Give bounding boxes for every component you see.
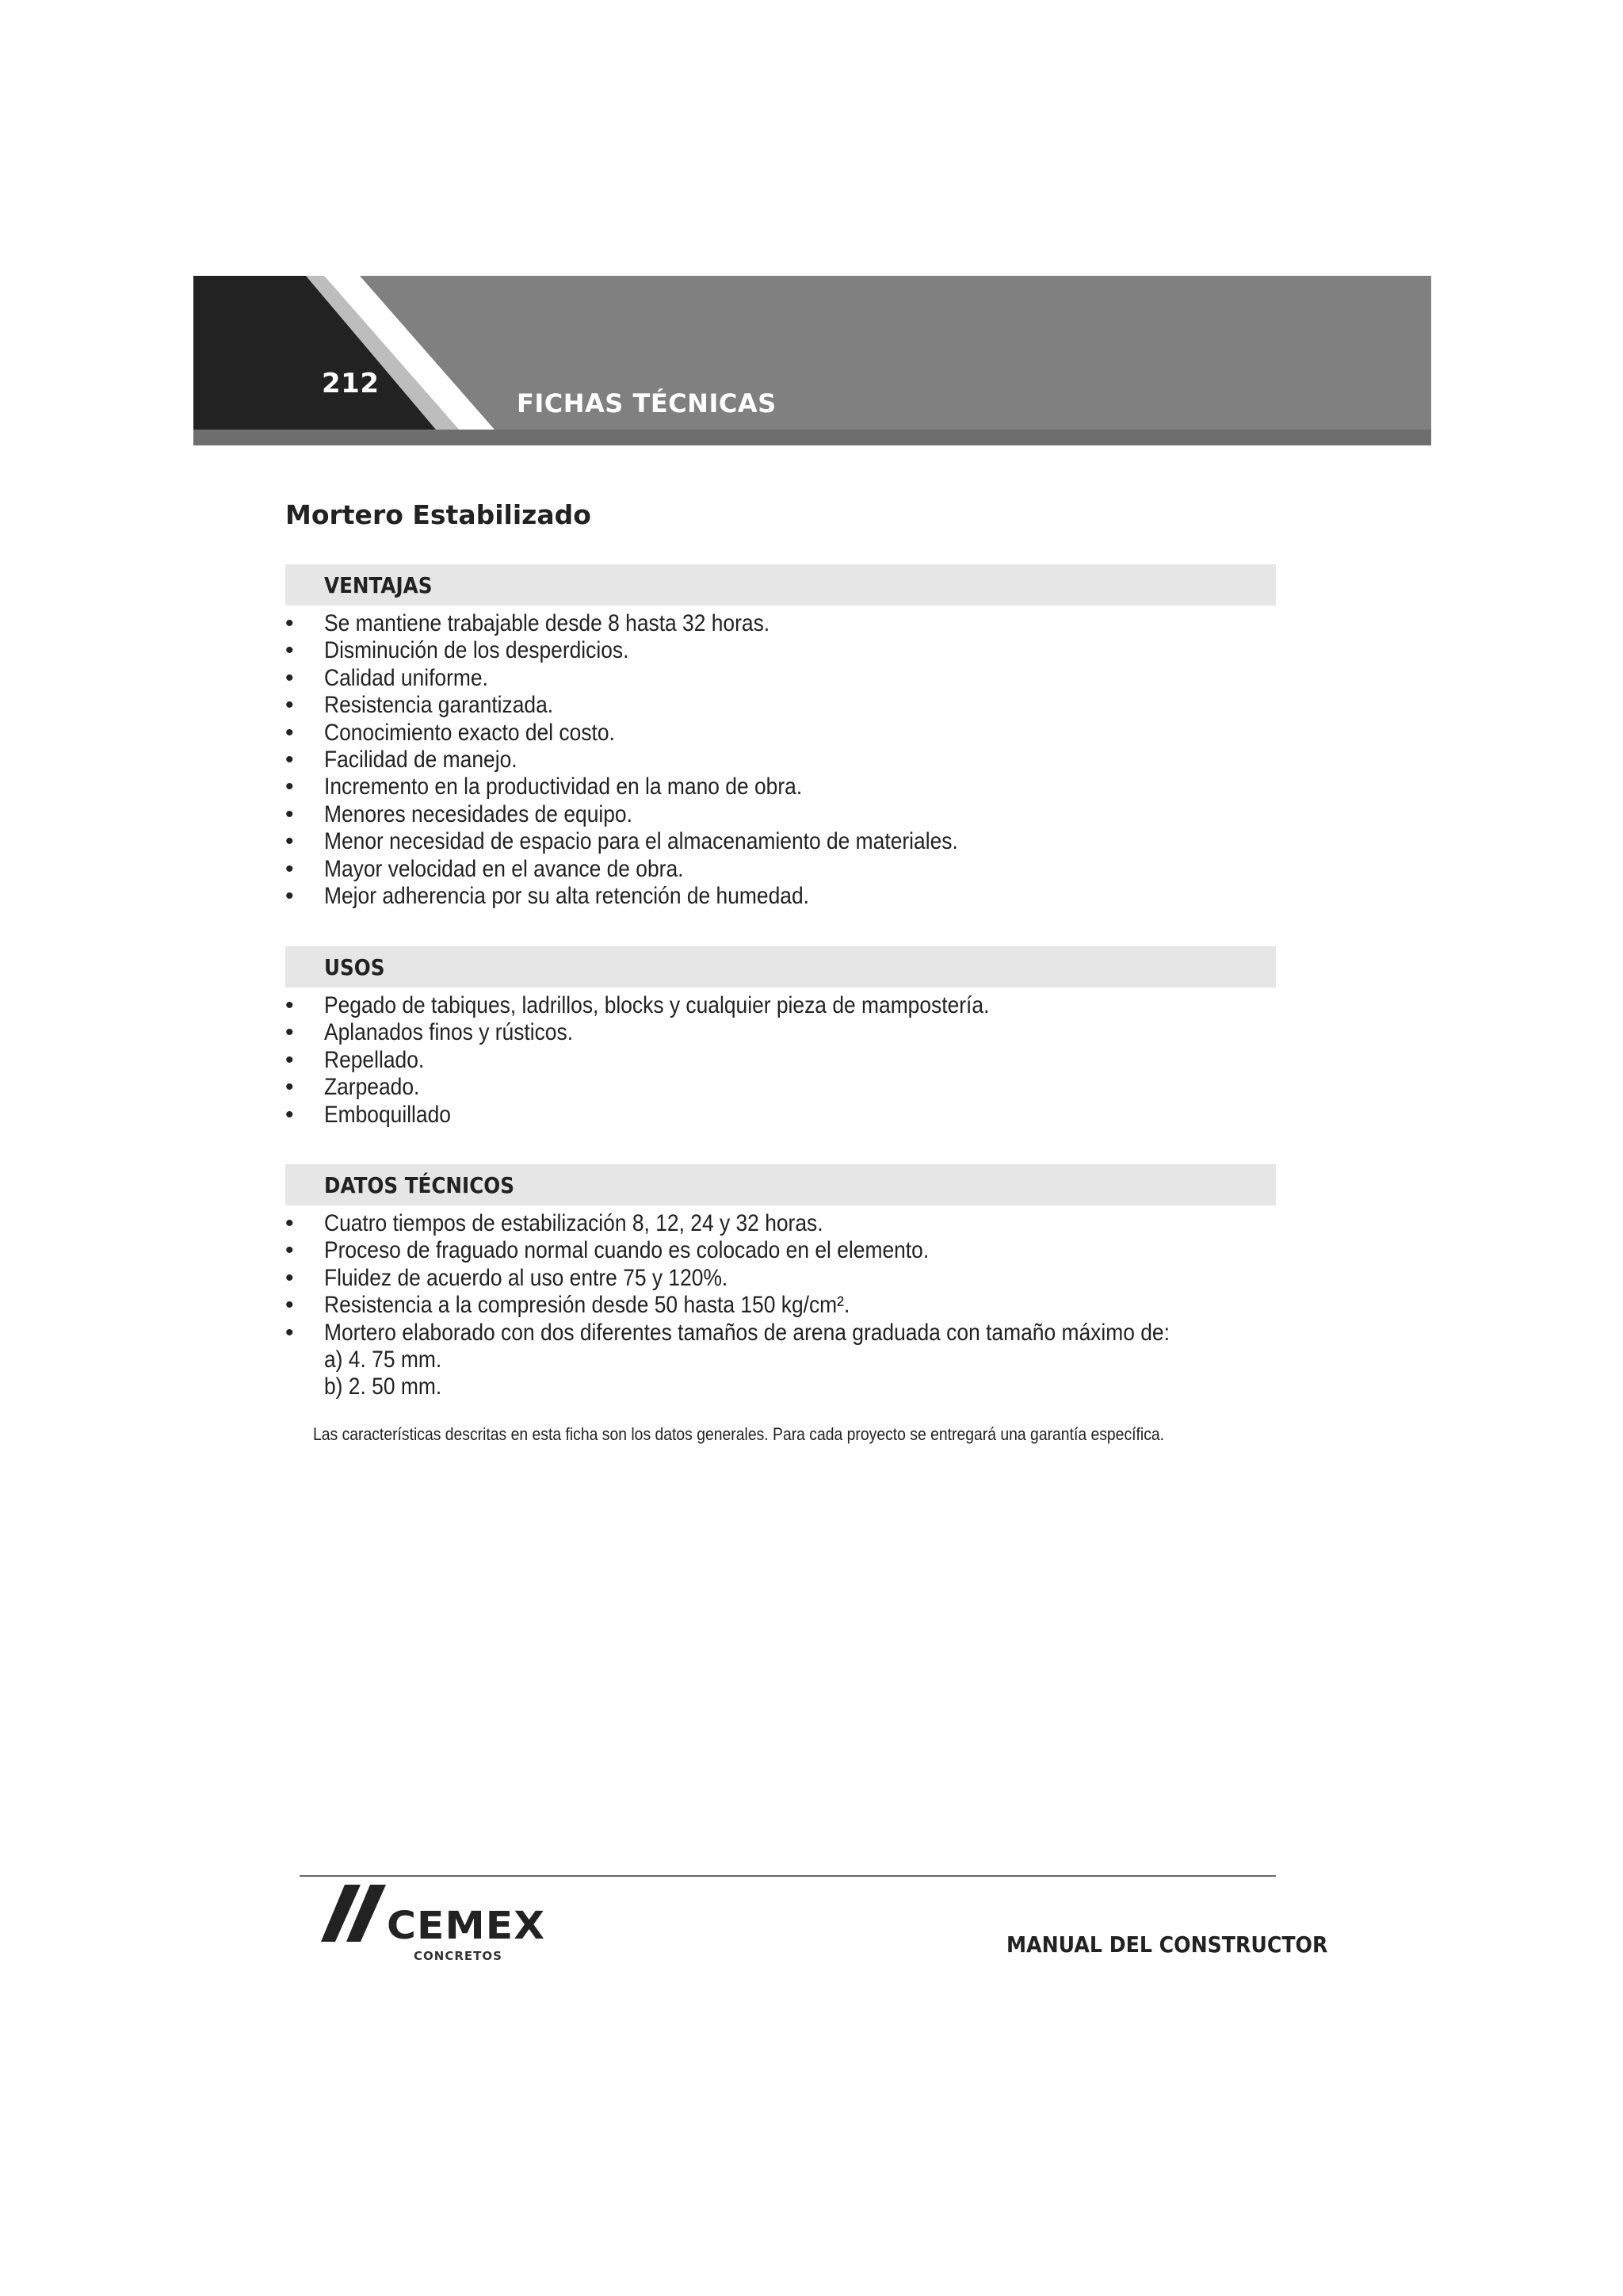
section-header-title: FICHAS TÉCNICAS <box>517 388 777 418</box>
page-number: 212 <box>322 368 380 399</box>
list-item: • Fluidez de acuerdo al uso entre 75 y 120%. <box>285 1265 1285 1292</box>
page-title: Mortero Estabilizado <box>285 499 591 530</box>
logo-wordmark: CEMEX <box>387 1904 546 1948</box>
list-item: • Cuatro tiempos de estabilización 8, 12, 24 y 32 horas. <box>285 1210 1285 1237</box>
list-item: • Repellado. <box>285 1047 1080 1074</box>
list-item: • Emboquillado <box>285 1102 1080 1129</box>
list-item: • Menores necesidades de equipo. <box>285 801 1044 828</box>
section-heading-usos: USOS <box>324 954 385 980</box>
section-bar-datos-tecnicos <box>285 1164 1276 1205</box>
list-item: • Proceso de fraguado normal cuando es colocado en el elemento. <box>285 1237 1285 1264</box>
list-item: • Resistencia a la compresión desde 50 hasta 150 kg/cm². <box>285 1292 1285 1319</box>
sub-list-item: b) 2. 50 mm. <box>324 1373 442 1400</box>
section-bar-ventajas <box>285 564 1276 606</box>
section-heading-ventajas: VENTAJAS <box>324 572 433 598</box>
header-diagonal-graphic <box>193 276 526 445</box>
list-item: • Facilidad de manejo. <box>285 747 1044 774</box>
list-item: • Incremento en la productividad en la mano de obra. <box>285 774 1044 800</box>
sub-list-item: a) 4. 75 mm. <box>324 1347 442 1373</box>
section-heading-datos-tecnicos: DATOS TÉCNICOS <box>324 1172 514 1198</box>
list-item: • Mayor velocidad en el avance de obra. <box>285 856 1044 883</box>
footnote: Las características descritas en esta ficha son los datos generales. Para cada proyecto se entregará una garantía específica. <box>313 1424 1165 1444</box>
section-bar-usos <box>285 946 1276 988</box>
cemex-logo-icon <box>321 1885 392 1948</box>
list-item: • Calidad uniforme. <box>285 665 1044 692</box>
datos-tecnicos-list <box>285 1210 1285 1347</box>
list-item: • Mejor adherencia por su alta retención de humedad. <box>285 883 1044 910</box>
list-item: • Menor necesidad de espacio para el almacenamiento de materiales. <box>285 828 1044 855</box>
list-item: • Resistencia garantizada. <box>285 692 1044 719</box>
usos-list <box>285 992 1080 1129</box>
list-item: • Mortero elaborado con dos diferentes tamaños de arena graduada con tamaño máximo de: <box>285 1320 1285 1347</box>
list-item: • Pegado de tabiques, ladrillos, blocks y cualquier pieza de mampostería. <box>285 992 1080 1019</box>
list-item: • Se mantiene trabajable desde 8 hasta 32 horas. <box>285 610 1044 637</box>
manual-title: MANUAL DEL CONSTRUCTOR <box>1006 1931 1328 1958</box>
logo-subtext: CONCRETOS <box>414 1949 502 1963</box>
list-item: • Zarpeado. <box>285 1074 1080 1101</box>
list-item: • Conocimiento exacto del costo. <box>285 720 1044 747</box>
footer-divider <box>300 1875 1276 1877</box>
ventajas-list <box>285 610 1044 910</box>
datos-tecnicos-sublist <box>324 1347 457 1401</box>
list-item: • Aplanados finos y rústicos. <box>285 1019 1080 1046</box>
list-item: • Disminución de los desperdicios. <box>285 637 1044 664</box>
